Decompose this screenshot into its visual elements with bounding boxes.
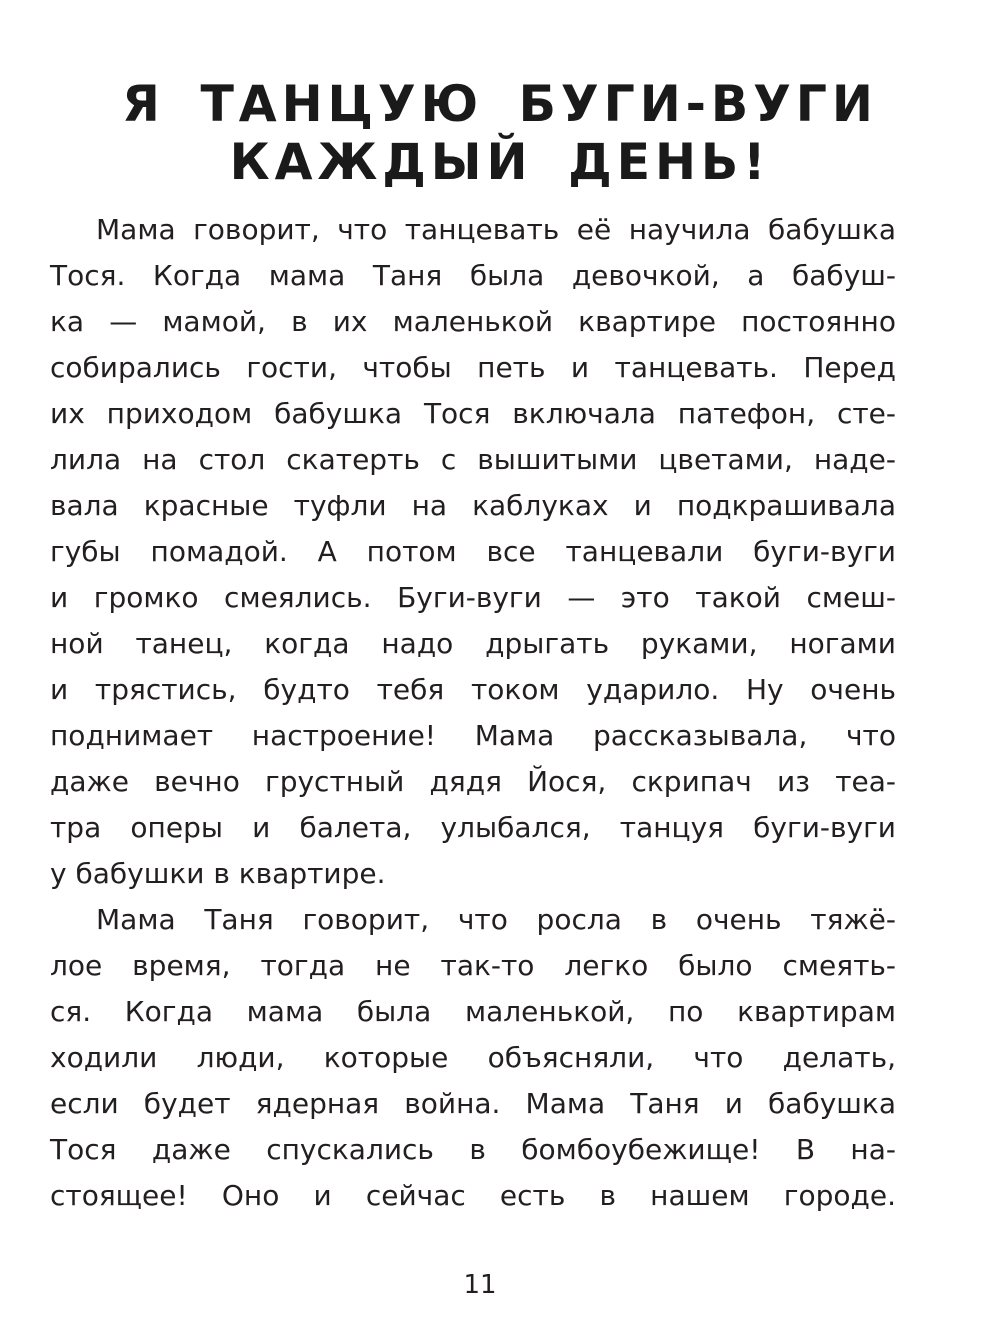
paragraph-1-line-1: Мама говорит, что танцевать её научила бабушка <box>96 213 896 246</box>
paragraph-2-line-7: стоящее! Оно и сейчас есть в нашем городе. <box>50 1179 896 1212</box>
paragraph-1-line-12: поднимает настроение! Мама рассказывала, что <box>50 719 896 752</box>
paragraph-2-line-2: лое время, тогда не так-то легко было смеять- <box>50 949 896 982</box>
page-number: 11 <box>463 1270 497 1300</box>
paragraph-1-line-9: и громко смеялись. Буги-вуги — это такой смеш- <box>50 581 896 614</box>
paragraph-2-line-4: ходили люди, которые объясняли, что делать, <box>50 1041 896 1074</box>
paragraph-1-line-6: лила на стол скатерть с вышитыми цветами, наде- <box>50 443 896 476</box>
paragraph-1-line-4: собирались гости, чтобы петь и танцевать. Перед <box>50 351 896 384</box>
paragraph-2-line-1: Мама Таня говорит, что росла в очень тяжё- <box>96 903 896 936</box>
paragraph-1-line-5: их приходом бабушка Тося включала патефон, сте- <box>50 397 896 430</box>
paragraph-1-line-14: тра оперы и балета, улыбался, танцуя буги-вуги <box>50 811 896 844</box>
paragraph-1-line-7: вала красные туфли на каблуках и подкрашивала <box>50 489 896 522</box>
paragraph-1-line-8: губы помадой. А потом все танцевали буги-вуги <box>50 535 896 568</box>
paragraph-2-line-3: ся. Когда мама была маленькой, по квартирам <box>50 995 896 1028</box>
chapter-title-line-1: Я ТАНЦУЮ БУГИ-ВУГИ <box>122 75 878 133</box>
paragraph-2-line-6: Тося даже спускались в бомбоубежище! В на- <box>50 1133 896 1166</box>
chapter-title-line-2: КАЖДЫЙ ДЕНЬ! <box>229 133 771 191</box>
paragraph-1-line-13: даже вечно грустный дядя Йося, скрипач из теа- <box>50 765 896 798</box>
paragraph-1-line-2: Тося. Когда мама Таня была девочкой, а бабуш- <box>50 259 896 292</box>
paragraph-1-line-15: у бабушки в квартире. <box>50 857 386 890</box>
paragraph-1-line-11: и трястись, будто тебя током ударило. Ну очень <box>50 673 896 706</box>
paragraph-1-line-10: ной танец, когда надо дрыгать руками, ногами <box>50 627 896 660</box>
paragraph-1-line-3: ка — мамой, в их маленькой квартире постоянно <box>50 305 896 338</box>
paragraph-2-line-5: если будет ядерная война. Мама Таня и бабушка <box>50 1087 896 1120</box>
